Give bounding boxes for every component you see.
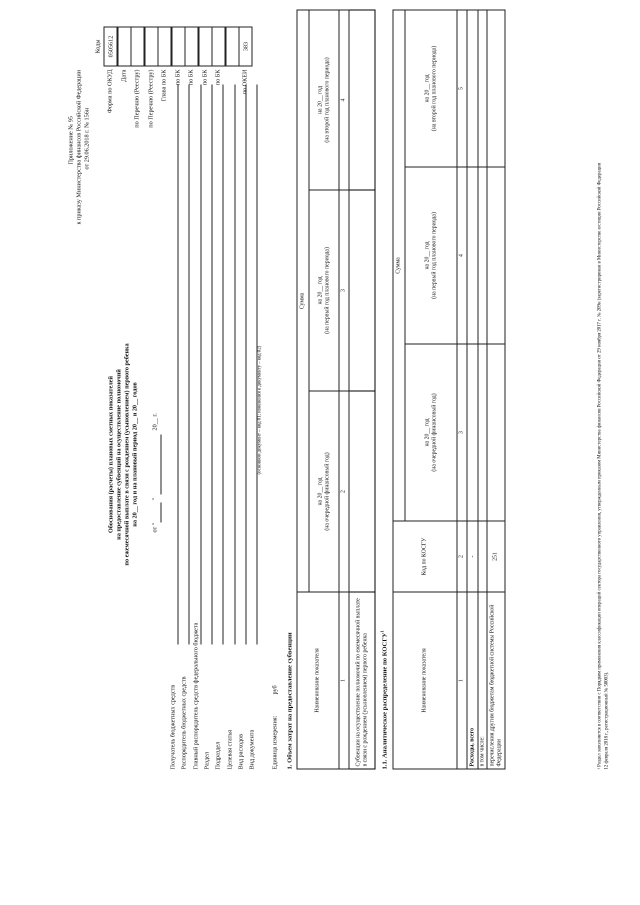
s11-period-3-note: (на второй год планового периода): [431, 45, 437, 132]
codes-header: Коды: [94, 39, 102, 54]
s1-cell: [349, 190, 375, 391]
s1-num-3: 3: [339, 190, 349, 391]
field-underline: [234, 85, 235, 645]
code-label: по БК: [214, 69, 222, 86]
field-underline: [200, 85, 201, 645]
title-line-1: Обоснования (расчеты) плановых сметных показателей: [107, 376, 115, 534]
s1-period-2: на 20__ год: [317, 276, 324, 305]
field-label: Получатель бюджетных средств: [169, 684, 177, 770]
code-cell: [198, 27, 212, 67]
s11-period-2: на 20__ год: [424, 241, 431, 270]
code-cell: [171, 27, 185, 67]
code-cell: [144, 27, 158, 67]
code-label: по ОКЕИ: [241, 69, 249, 95]
date-prefix: от ": [151, 522, 159, 533]
s1-period-3: на 20__ год: [317, 85, 324, 115]
s1-num-4: 4: [339, 10, 349, 190]
field-underline: [223, 85, 224, 645]
s11-col-sum: Сумма: [393, 10, 405, 521]
code-cell: [131, 27, 145, 67]
field-label: Раздел: [203, 751, 211, 770]
order-date: от 29.06.2018 г. № 156н: [83, 107, 91, 170]
s11-period-3: на 20__ год: [424, 74, 431, 103]
s11-period-2-note: (на первый год планового периода): [431, 212, 437, 299]
field-underline: [189, 85, 190, 645]
code-cell: [158, 27, 172, 67]
field-label: Вид документа: [248, 729, 256, 770]
s11-row-incl: в том числе:: [478, 592, 487, 769]
landscape-form-page: [1, 0, 640, 905]
s11-period-1-note: (на очередной финансовый год): [431, 393, 437, 472]
code-label: по БК: [201, 69, 208, 86]
s11-num-3: 3: [457, 344, 467, 521]
s1-cell: [349, 391, 375, 592]
appendix-number: Приложение № 95: [67, 116, 75, 165]
code-cell: [117, 27, 131, 67]
field-label: Главный распорядитель средств федерального бюджета: [192, 622, 200, 770]
section1-table: [297, 10, 376, 770]
s11-row-total: Расходы, всего: [467, 592, 478, 769]
section11-table: [393, 10, 506, 770]
s11-period-1: на 20__ год: [424, 418, 431, 447]
code-cell: [185, 27, 199, 67]
field-label: Распорядитель бюджетных средств: [180, 676, 188, 770]
field-underline: [211, 85, 212, 645]
code-cell: [225, 27, 239, 67]
s11-num-1: 1: [457, 592, 467, 769]
section1-title: 1. Объем затрат на предоставление субвенции: [286, 632, 294, 770]
title-line-4: на 20__ год и на плановый период 20__ и 20__ годов: [131, 382, 139, 527]
s1-row-label: Субвенции на осуществление полномочий по ежемесячной выплате в связи с рождением (усыновлением) первого ребенка: [349, 592, 375, 769]
s11-col-code: Код по КОСГУ: [393, 521, 457, 592]
s1-cell: [349, 10, 375, 190]
s1-period-1-note: (на очередной финансовый год): [324, 452, 330, 531]
field-label: Подраздел: [214, 741, 222, 770]
code-label: Глава по БК: [160, 69, 168, 102]
date-quote: ": [151, 497, 159, 501]
s11-code-total: -: [467, 521, 478, 592]
s11-code-transfers: 251: [487, 521, 505, 592]
s11-num-5: 5: [457, 10, 467, 167]
title-line-3: по ежемесячной выплате в связи с рождением (усыновлением) первого ребенка: [123, 343, 131, 566]
s1-num-1: 1: [339, 592, 349, 769]
s11-num-2: 2: [457, 521, 467, 592]
s1-col-sum: Сумма: [297, 10, 309, 592]
date-year: 20__ г.: [151, 413, 159, 431]
s1-col-name: Наименование показателя: [297, 592, 339, 769]
s11-col-name: Наименование показателя: [393, 592, 457, 769]
field-underline: [178, 85, 179, 645]
unit-label: Единица измерения:: [271, 715, 279, 770]
code-label: по БК: [174, 69, 181, 86]
code-label: по Перечню (Реестру): [133, 69, 141, 128]
doc-type-hint: (основной документ – код 01; изменения к документу – код 02): [257, 345, 263, 475]
s11-row-transfers: перечисления другим бюджетам бюджетной системы Российской Федерации: [487, 592, 505, 769]
code-cell: 383: [239, 27, 253, 67]
code-cell: [212, 27, 226, 67]
footnote-line-2: 12 февраля 2018 г., регистрационный № 50003).: [604, 671, 610, 770]
s1-period-2-note: (на первый год планового периода): [324, 247, 330, 334]
order-reference: к приказу Министерства финансов Российской Федерации: [75, 70, 83, 225]
s1-num-2: 2: [339, 391, 349, 592]
code-cell: 0505612: [104, 27, 118, 67]
code-label: Форма по ОКУД: [106, 69, 114, 114]
footnote-line-1: ¹ Раздел заполняется в соответствии с Порядком применения классификации операций сектора государственного управления, утвержденным приказом Министерства финансов Российской Федерации от 29 ноября 2017 г. № 209н (зарегистрирован в Министерстве юстиции Российской Федерации: [597, 162, 603, 770]
s1-period-3-note: (на второй год планового периода): [324, 57, 330, 143]
code-label: по БК: [187, 69, 195, 86]
section11-title: 1.1. Аналитическое распределение по КОСГУ$^1$: [379, 630, 389, 770]
field-label: Целевая статья: [226, 729, 233, 770]
field-underline: [245, 85, 246, 645]
code-label: Дата: [120, 69, 127, 82]
title-line-2: на предоставление субвенций на осуществление полномочий: [115, 369, 123, 540]
code-label: по Перечню (Реестру): [147, 69, 154, 128]
field-label: Вид расходов: [237, 733, 245, 770]
s1-period-1: на 20__ год: [317, 477, 324, 506]
s11-num-4: 4: [457, 167, 467, 344]
unit-value: руб: [271, 685, 279, 695]
